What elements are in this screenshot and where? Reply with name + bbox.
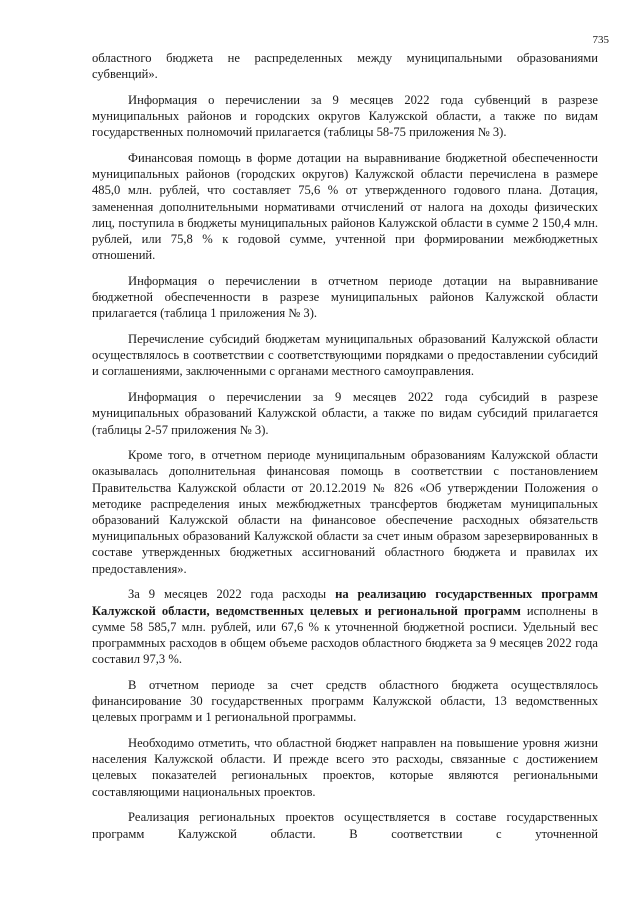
paragraph-3: Финансовая помощь в форме дотации на выравнивание бюджетной обеспеченности муниципальных районов (городских округов) Калужской области перечислена в размере 485,0 млн. рублей, что составляет 75,6 % от утвержденного годового плана. Дотация, замененная дополнительными нормативами отчислений от налога на доходы физических лиц, поступила в бюджеты муниципальных районов Калужской области в сумме 2 150,4 млн. рублей, или 75,8 % к годовой сумме, учтенной при формировании межбюджетных отношений.	[92, 151, 598, 263]
paragraph-8-lead: За 9 месяцев 2022 года расходы	[128, 587, 336, 602]
paragraph-8	[92, 586, 598, 667]
paragraph-1: областного бюджета не распределенных между муниципальными образованиями субвенций».	[92, 51, 598, 82]
paragraph-5: Перечисление субсидий бюджетам муниципальных образований Калужской области осуществлялось в соответствии с соответствующими порядками о предоставлении субсидий и соглашениями, заключенными с органами местного самоуправления.	[92, 332, 598, 379]
paragraph-4: Информация о перечислении в отчетном периоде дотации на выравнивание бюджетной обеспеченности в разрезе муниципальных районов Калужской области прилагается (таблица 1 приложения № 3).	[92, 273, 598, 321]
paragraph-10: Необходимо отметить, что областной бюджет направлен на повышение уровня жизни населения Калужской области. И прежде всего это расходы, связанные с достижением целевых показателей региональных проектов, которые являются региональными составляющими национальных проектов.	[92, 736, 598, 799]
paragraph-8-tail: исполнены в сумме 58 585,7 млн. рублей, или 67,6 % к уточненной бюджетной росписи. Удельный вес программных расходов в общем объеме расходов областного бюджета за 9 месяцев 2022 года составил 97,3 %.	[92, 603, 598, 667]
paragraph-6: Информация о перечислении за 9 месяцев 2022 года субсидий в разрезе муниципальных образований Калужской области, а также по видам субсидий прилагается (таблицы 2-57 приложения № 3).	[92, 390, 598, 437]
paragraph-7: Кроме того, в отчетном периоде муниципальным образованиям Калужской области оказывалась дополнительная финансовая помощь в соответствии с постановлением Правительства Калужской области от 20.12.2019 № 826 «Об утверждении Положения о методике распределения иных межбюджетных трансфертов бюджетам муниципальных образований Калужской области на финансовое обеспечение расходных обязательств муниципальных образований Калужской области за счет иным образом зарезервированных в составе утвержденных бюджетных ассигнований областного бюджета и правилах их предоставления».	[92, 448, 598, 576]
paragraph-11: Реализация региональных проектов осуществляется в составе государственных программ Калужской области. В соответствии с уточненной	[92, 810, 598, 841]
paragraph-8-bold: на реализацию государственных программ Калужской области, ведомственных целевых и региональной программ	[92, 587, 598, 618]
page-number: 735	[592, 34, 609, 46]
document-body	[92, 50, 598, 851]
paragraph-9: В отчетном периоде за счет средств областного бюджета осуществлялось финансирование 30 государственных программ Калужской области, 13 ведомственных целевых программ и 1 региональной программы.	[92, 677, 598, 725]
paragraph-2: Информация о перечислении за 9 месяцев 2022 года субвенций в разрезе муниципальных районов и городских округов Калужской области, а также по видам государственных полномочий прилагается (таблицы 58-75 приложения № 3).	[92, 92, 598, 140]
